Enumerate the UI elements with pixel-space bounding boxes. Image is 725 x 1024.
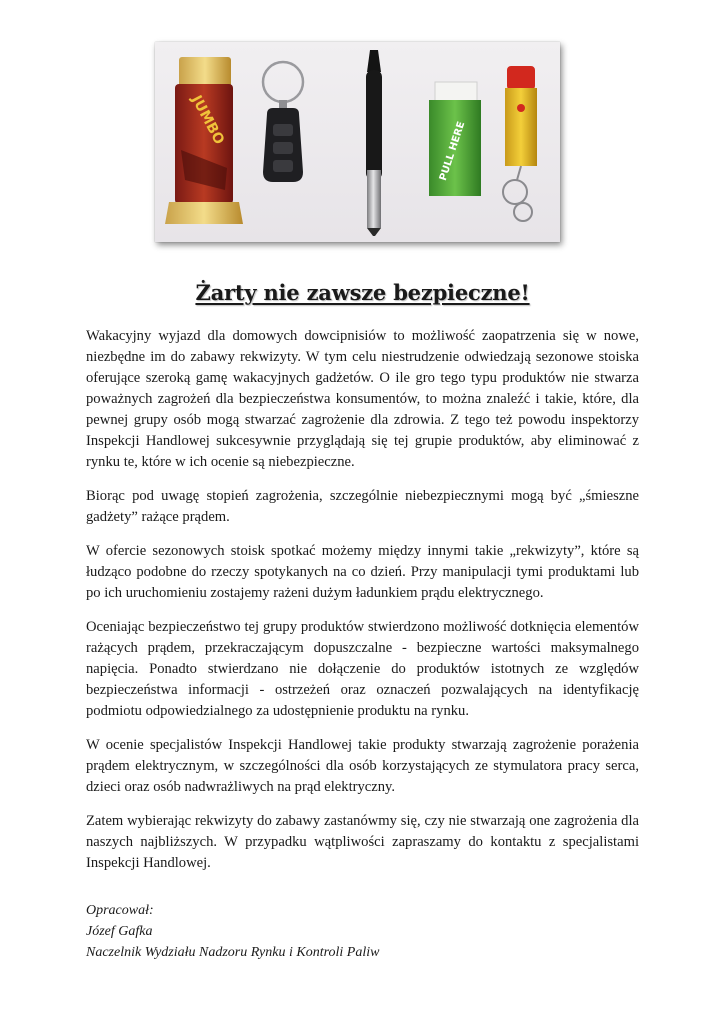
chewing-gum-gadget [429,82,481,196]
pen-gadget [366,50,382,236]
paragraph: W ocenie specjalistów Inspekcji Handlowej takie produkty stwarzają zagrożenie porażenia prądem elektrycznym, w szczególności dla osób korzystających ze stymulatora pracy serca, dzieci oraz osób nadwrażliwych na prąd elektryczny. [86,737,639,795]
signature-position: Naczelnik Wydziału Nadzoru Rynku i Kontroli Paliw [86,945,380,960]
article-body [86,326,639,887]
gadgets-photo [155,42,560,242]
gadgets-illustration [155,42,560,242]
signature-heading: Opracował: [86,903,154,918]
signature-author: Józef Gafka [86,924,153,939]
paragraph: Biorąc pod uwagę stopień zagrożenia, szczególnie niebezpiecznymi mogą być „śmieszne gadżety” rażące prądem. [86,488,639,525]
paragraph: Wakacyjny wyjazd dla domowych dowcipnisiów to możliwość zaopatrzenia się w nowe, niezbędne im do zabawy rekwizyty. W tym celu niestrudzenie odwiedzają sezonowe stoiska oferujące szeroką gamę wakacyjnych gadżetów. O ile gro tego typu produktów nie stwarza poważnych zagrożeń dla bezpieczeństwa konsumentów, to można znaleźć i takie, które, dla pewnej grupy osób mogą stwarzać zagrożenie dla zdrowia. Z tego też powodu inspektorzy Inspekcji Handlowej sukcesywnie przyglądają się tej grupie produktów, aby eliminować z rynku te, które w ich ocenie są niebezpieczne. [86,328,639,470]
chocolate-bar-gadget [165,57,243,224]
paragraph: W ofercie sezonowych stoisk spotkać możemy między innymi takie „rekwizyty”, które są łudząco podobne do rzeczy spotykanych na co dzień. Przy manipulacji tymi produktami lub po ich uruchomieniu zostajemy rażeni dużym ładunkiem prądu elektrycznego. [86,543,639,601]
gum-label: PULL HERE [437,120,468,183]
article-title: Żarty nie zawsze bezpieczne! [195,280,530,305]
paragraph: Oceniając bezpieczeństwo tej grupy produktów stwierdzono możliwość dotknięcia elementów rażących prądem, przekraczającym dopuszczalne - bezpieczne wartości maksymalnego napięcia. Ponadto stwierdzano nie dołączenie do produktów istotnych ze względów bezpieczeństwa informacji - ostrzeżeń oraz oznaczeń pozwalających na identyfikację podmiotu odpowiedzialnego za udostępnienie produktu na rynku. [86,619,639,719]
paragraph: Zatem wybierając rekwizyty do zabawy zastanówmy się, czy nie stwarzają one zagrożenia dla naszych najbliższych. W przypadku wątpliwości zapraszamy do kontaktu z specjalistami Inspekcji Handlowej. [86,813,639,871]
car-key-fob-gadget [263,62,303,182]
lighter-keychain-gadget [503,66,537,221]
signature-block [86,900,379,963]
chocolate-label: JUMBO [188,92,228,148]
